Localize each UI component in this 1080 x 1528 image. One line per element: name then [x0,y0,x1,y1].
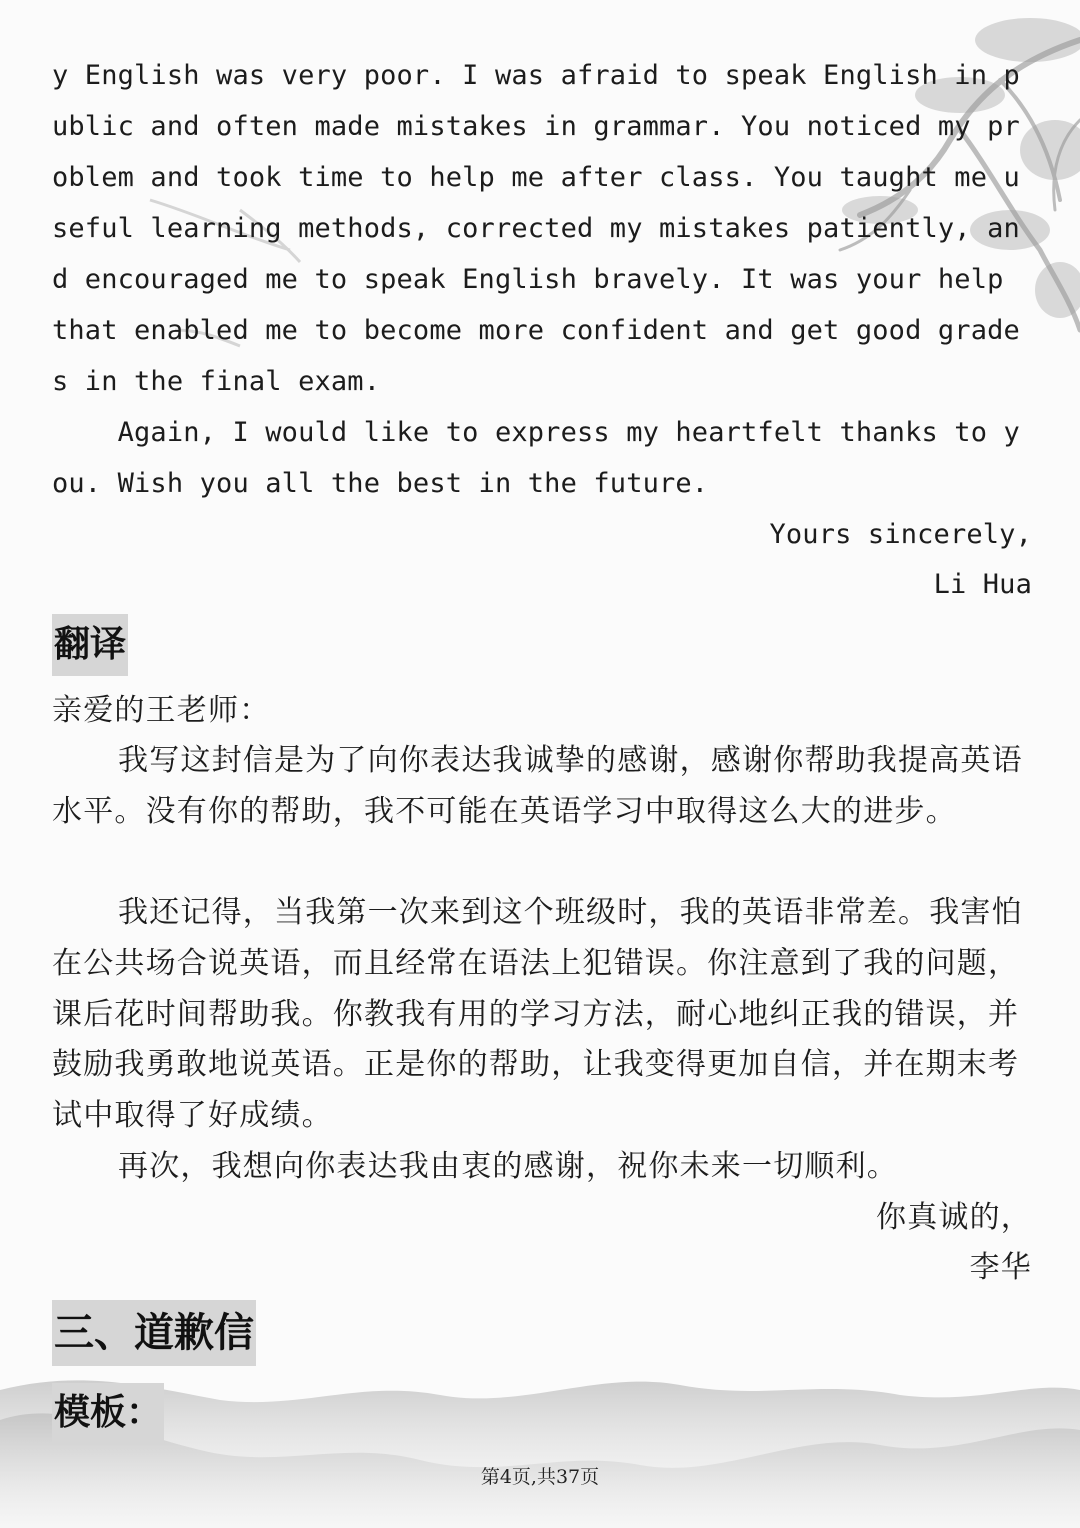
translation-salutation: 亲爱的王老师： [52,693,271,728]
translation-heading: 翻译 [52,614,128,676]
letter-en-line: oblem and took time to help me after class. You taught me u [52,162,1020,193]
letter-en-line: ublic and often made mistakes in grammar. You noticed my pr [52,111,1020,142]
letter-en-line: y English was very poor. I was afraid to speak English in p [52,60,1020,91]
translation-paragraph-1: 我写这封信是为了向你表达我诚挚的感谢，感谢你帮助我提高英语水平。没有你的帮助，我不可能在英语学习中取得这么大的进步。 [52,743,1023,829]
page-number-footer: 第4页,共37页 [480,1466,600,1488]
section-subheading: 模板： [52,1383,164,1443]
translation-closing: 你真诚的， [876,1200,1032,1235]
translation-paragraph-3: 再次，我想向你表达我由衷的感谢，祝你未来一切顺利。 [118,1149,898,1184]
translation-signature: 李华 [969,1250,1032,1285]
letter-en-line: ou. Wish you all the best in the future. [52,468,709,499]
translation-paragraph-2: 我还记得，当我第一次来到这个班级时，我的英语非常差。我害怕在公共场合说英语，而且经常在语法上犯错误。你注意到了我的问题，课后花时间帮助我。你教我有用的学习方法，耐心地纠正我的错误，并鼓励我勇敢地说英语。正是你的帮助，让我变得更加自信，并在期末考试中取得了好成绩。 [52,895,1023,1134]
letter-en-signature: Li Hua [933,569,1032,600]
letter-en-closing: Yours sincerely, [769,519,1032,550]
letter-en-line: d encouraged me to speak English bravely. It was your help [52,264,1004,295]
letter-en-line: s in the final exam. [52,366,381,397]
letter-en-line: seful learning methods, corrected my mistakes patiently, an [52,213,1020,244]
letter-en-line: that enabled me to become more confident and get good grade [52,315,1020,346]
section-heading: 三、道歉信 [52,1300,256,1366]
letter-en-line: Again, I would like to express my heartfelt thanks to y [52,417,1020,448]
